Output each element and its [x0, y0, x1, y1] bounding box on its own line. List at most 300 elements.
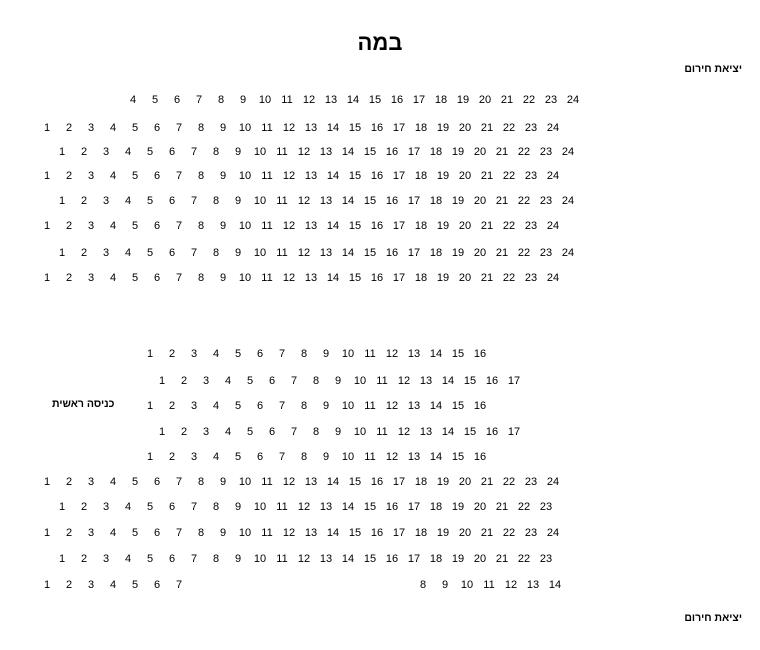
- seat[interactable]: 9: [234, 146, 242, 158]
- seat[interactable]: 19: [436, 122, 450, 134]
- seat[interactable]: 6: [153, 220, 161, 232]
- seat[interactable]: 21: [480, 170, 494, 182]
- seat[interactable]: 4: [124, 553, 132, 565]
- seat[interactable]: 9: [239, 94, 247, 106]
- seat[interactable]: 23: [524, 476, 538, 488]
- seat[interactable]: 17: [412, 94, 426, 106]
- seat[interactable]: 6: [168, 146, 176, 158]
- seat[interactable]: 7: [190, 247, 198, 259]
- seat[interactable]: 13: [304, 527, 318, 539]
- seat[interactable]: 4: [109, 220, 117, 232]
- seat[interactable]: 23: [539, 195, 553, 207]
- seat[interactable]: 6: [256, 451, 264, 463]
- seat[interactable]: 11: [261, 527, 273, 539]
- seat[interactable]: 15: [463, 426, 477, 438]
- seat[interactable]: 14: [326, 272, 340, 284]
- seat[interactable]: 12: [282, 527, 296, 539]
- seat[interactable]: 4: [129, 94, 137, 106]
- seat[interactable]: 2: [65, 527, 73, 539]
- seat[interactable]: 5: [234, 348, 242, 360]
- seat[interactable]: 13: [304, 220, 318, 232]
- seat[interactable]: 15: [363, 247, 377, 259]
- seat[interactable]: 12: [385, 400, 399, 412]
- seat[interactable]: 22: [522, 94, 536, 106]
- seat[interactable]: 22: [502, 527, 516, 539]
- seat[interactable]: 10: [238, 220, 252, 232]
- seat[interactable]: 19: [456, 94, 470, 106]
- seat[interactable]: 9: [219, 476, 227, 488]
- seat[interactable]: 18: [414, 527, 428, 539]
- seat[interactable]: 19: [451, 146, 465, 158]
- seat[interactable]: 1: [58, 501, 66, 513]
- seat[interactable]: 6: [153, 579, 161, 591]
- seat[interactable]: 14: [548, 579, 562, 591]
- seat[interactable]: 16: [390, 94, 404, 106]
- seat[interactable]: 9: [219, 272, 227, 284]
- seat[interactable]: 2: [80, 247, 88, 259]
- seat[interactable]: 20: [458, 272, 472, 284]
- seat[interactable]: 13: [419, 375, 433, 387]
- seat[interactable]: 15: [348, 122, 362, 134]
- seat[interactable]: 15: [348, 170, 362, 182]
- seat[interactable]: 20: [458, 122, 472, 134]
- seat[interactable]: 10: [258, 94, 272, 106]
- seat[interactable]: 11: [276, 195, 288, 207]
- seat[interactable]: 12: [297, 146, 311, 158]
- seat[interactable]: 20: [473, 553, 487, 565]
- seat[interactable]: 8: [197, 220, 205, 232]
- seat[interactable]: 21: [495, 146, 509, 158]
- seat[interactable]: 14: [441, 375, 455, 387]
- seat[interactable]: 19: [436, 476, 450, 488]
- seat[interactable]: 18: [429, 501, 443, 513]
- seat[interactable]: 20: [458, 476, 472, 488]
- seat[interactable]: 20: [458, 170, 472, 182]
- seat[interactable]: 1: [43, 579, 51, 591]
- seat[interactable]: 22: [502, 122, 516, 134]
- seat[interactable]: 12: [297, 501, 311, 513]
- seat[interactable]: 12: [302, 94, 316, 106]
- seat[interactable]: 9: [219, 527, 227, 539]
- seat[interactable]: 21: [480, 220, 494, 232]
- seat[interactable]: 13: [304, 122, 318, 134]
- seat[interactable]: 7: [278, 451, 286, 463]
- seat[interactable]: 1: [43, 272, 51, 284]
- seat[interactable]: 22: [517, 195, 531, 207]
- seat[interactable]: 12: [282, 170, 296, 182]
- seat[interactable]: 15: [348, 220, 362, 232]
- seat[interactable]: 18: [429, 553, 443, 565]
- seat[interactable]: 15: [368, 94, 382, 106]
- seat[interactable]: 2: [65, 476, 73, 488]
- seat[interactable]: 4: [224, 426, 232, 438]
- seat[interactable]: 22: [502, 170, 516, 182]
- seat[interactable]: 11: [276, 553, 288, 565]
- seat[interactable]: 5: [234, 451, 242, 463]
- seat[interactable]: 19: [436, 272, 450, 284]
- seat[interactable]: 14: [346, 94, 360, 106]
- seat[interactable]: 5: [151, 94, 159, 106]
- seat[interactable]: 16: [370, 476, 384, 488]
- seat[interactable]: 15: [363, 501, 377, 513]
- seat[interactable]: 8: [212, 553, 220, 565]
- seat[interactable]: 23: [524, 170, 538, 182]
- seat[interactable]: 8: [197, 122, 205, 134]
- seat[interactable]: 10: [253, 247, 267, 259]
- seat[interactable]: 7: [278, 400, 286, 412]
- seat[interactable]: 11: [376, 426, 388, 438]
- seat[interactable]: 6: [153, 272, 161, 284]
- seat[interactable]: 23: [539, 553, 553, 565]
- seat[interactable]: 20: [458, 527, 472, 539]
- seat[interactable]: 8: [212, 501, 220, 513]
- seat[interactable]: 7: [278, 348, 286, 360]
- seat[interactable]: 19: [436, 170, 450, 182]
- seat[interactable]: 20: [478, 94, 492, 106]
- seat[interactable]: 4: [109, 272, 117, 284]
- seat[interactable]: 12: [282, 220, 296, 232]
- seat[interactable]: 21: [480, 527, 494, 539]
- seat[interactable]: 12: [385, 348, 399, 360]
- seat[interactable]: 16: [370, 272, 384, 284]
- seat[interactable]: 11: [261, 170, 273, 182]
- seat[interactable]: 16: [370, 170, 384, 182]
- seat[interactable]: 11: [276, 146, 288, 158]
- seat[interactable]: 4: [212, 348, 220, 360]
- seat[interactable]: 22: [517, 553, 531, 565]
- seat[interactable]: 2: [180, 426, 188, 438]
- seat[interactable]: 9: [234, 195, 242, 207]
- seat[interactable]: 1: [158, 426, 166, 438]
- seat[interactable]: 23: [524, 527, 538, 539]
- seat[interactable]: 15: [348, 527, 362, 539]
- seat[interactable]: 16: [385, 146, 399, 158]
- seat[interactable]: 1: [58, 247, 66, 259]
- seat[interactable]: 7: [175, 527, 183, 539]
- seat[interactable]: 2: [180, 375, 188, 387]
- seat[interactable]: 3: [102, 553, 110, 565]
- seat[interactable]: 5: [146, 247, 154, 259]
- seat[interactable]: 6: [153, 170, 161, 182]
- seat[interactable]: 22: [517, 247, 531, 259]
- seat[interactable]: 10: [238, 122, 252, 134]
- seat[interactable]: 8: [197, 476, 205, 488]
- seat[interactable]: 15: [451, 400, 465, 412]
- seat[interactable]: 14: [429, 451, 443, 463]
- seat[interactable]: 6: [168, 247, 176, 259]
- seat[interactable]: 15: [363, 146, 377, 158]
- seat[interactable]: 6: [153, 527, 161, 539]
- seat[interactable]: 4: [124, 247, 132, 259]
- seat[interactable]: 13: [319, 146, 333, 158]
- seat[interactable]: 3: [87, 122, 95, 134]
- seat[interactable]: 4: [109, 170, 117, 182]
- seat[interactable]: 14: [326, 527, 340, 539]
- seat[interactable]: 7: [190, 553, 198, 565]
- seat[interactable]: 9: [234, 247, 242, 259]
- seat[interactable]: 20: [458, 220, 472, 232]
- seat[interactable]: 5: [146, 195, 154, 207]
- seat[interactable]: 6: [256, 400, 264, 412]
- seat[interactable]: 7: [195, 94, 203, 106]
- seat[interactable]: 16: [385, 195, 399, 207]
- seat[interactable]: 13: [407, 451, 421, 463]
- seat[interactable]: 14: [326, 220, 340, 232]
- seat[interactable]: 18: [414, 220, 428, 232]
- seat[interactable]: 10: [238, 272, 252, 284]
- seat[interactable]: 5: [234, 400, 242, 412]
- seat[interactable]: 17: [507, 426, 521, 438]
- seat[interactable]: 23: [544, 94, 558, 106]
- seat[interactable]: 16: [385, 247, 399, 259]
- seat[interactable]: 23: [524, 220, 538, 232]
- seat[interactable]: 7: [190, 146, 198, 158]
- seat[interactable]: 7: [175, 579, 183, 591]
- seat[interactable]: 19: [451, 247, 465, 259]
- seat[interactable]: 24: [561, 146, 575, 158]
- seat[interactable]: 24: [546, 527, 560, 539]
- seat[interactable]: 12: [297, 247, 311, 259]
- seat[interactable]: 15: [451, 348, 465, 360]
- seat[interactable]: 11: [261, 476, 273, 488]
- seat[interactable]: 7: [175, 476, 183, 488]
- seat[interactable]: 1: [158, 375, 166, 387]
- seat[interactable]: 6: [173, 94, 181, 106]
- seat[interactable]: 8: [300, 451, 308, 463]
- seat[interactable]: 18: [414, 122, 428, 134]
- seat[interactable]: 19: [436, 527, 450, 539]
- seat[interactable]: 8: [217, 94, 225, 106]
- seat[interactable]: 12: [282, 122, 296, 134]
- seat[interactable]: 16: [385, 553, 399, 565]
- seat[interactable]: 24: [546, 220, 560, 232]
- seat[interactable]: 4: [124, 195, 132, 207]
- seat[interactable]: 11: [364, 348, 376, 360]
- seat[interactable]: 20: [473, 146, 487, 158]
- seat[interactable]: 22: [517, 146, 531, 158]
- seat[interactable]: 9: [322, 400, 330, 412]
- seat[interactable]: 18: [414, 272, 428, 284]
- seat[interactable]: 2: [65, 272, 73, 284]
- seat[interactable]: 10: [460, 579, 474, 591]
- seat[interactable]: 3: [102, 146, 110, 158]
- seat[interactable]: 8: [212, 195, 220, 207]
- seat[interactable]: 5: [131, 527, 139, 539]
- seat[interactable]: 15: [463, 375, 477, 387]
- seat[interactable]: 2: [65, 579, 73, 591]
- seat[interactable]: 24: [561, 195, 575, 207]
- seat[interactable]: 16: [485, 375, 499, 387]
- seat[interactable]: 14: [341, 553, 355, 565]
- seat[interactable]: 10: [341, 400, 355, 412]
- seat[interactable]: 7: [175, 272, 183, 284]
- seat[interactable]: 17: [392, 170, 406, 182]
- seat[interactable]: 12: [504, 579, 518, 591]
- seat[interactable]: 1: [43, 220, 51, 232]
- seat[interactable]: 19: [436, 220, 450, 232]
- seat[interactable]: 16: [370, 527, 384, 539]
- seat[interactable]: 9: [322, 451, 330, 463]
- seat[interactable]: 8: [300, 348, 308, 360]
- seat[interactable]: 15: [363, 195, 377, 207]
- seat[interactable]: 18: [429, 247, 443, 259]
- seat[interactable]: 11: [276, 247, 288, 259]
- seat[interactable]: 10: [238, 527, 252, 539]
- seat[interactable]: 9: [219, 170, 227, 182]
- seat[interactable]: 3: [190, 400, 198, 412]
- seat[interactable]: 22: [502, 476, 516, 488]
- seat[interactable]: 1: [43, 476, 51, 488]
- seat[interactable]: 5: [131, 170, 139, 182]
- seat[interactable]: 7: [290, 375, 298, 387]
- seat[interactable]: 17: [392, 272, 406, 284]
- seat[interactable]: 3: [102, 247, 110, 259]
- seat[interactable]: 14: [326, 476, 340, 488]
- seat[interactable]: 17: [392, 476, 406, 488]
- seat[interactable]: 6: [168, 501, 176, 513]
- seat[interactable]: 3: [87, 579, 95, 591]
- seat[interactable]: 24: [546, 476, 560, 488]
- seat[interactable]: 8: [312, 375, 320, 387]
- seat[interactable]: 18: [429, 195, 443, 207]
- seat[interactable]: 9: [234, 553, 242, 565]
- seat[interactable]: 2: [168, 400, 176, 412]
- seat[interactable]: 10: [238, 170, 252, 182]
- seat[interactable]: 13: [419, 426, 433, 438]
- seat[interactable]: 16: [473, 400, 487, 412]
- seat[interactable]: 16: [370, 122, 384, 134]
- seat[interactable]: 3: [190, 348, 198, 360]
- seat[interactable]: 14: [341, 501, 355, 513]
- seat[interactable]: 5: [246, 426, 254, 438]
- seat[interactable]: 14: [441, 426, 455, 438]
- seat[interactable]: 9: [219, 220, 227, 232]
- seat[interactable]: 9: [219, 122, 227, 134]
- seat[interactable]: 20: [473, 247, 487, 259]
- seat[interactable]: 10: [238, 476, 252, 488]
- seat[interactable]: 15: [451, 451, 465, 463]
- seat[interactable]: 21: [480, 476, 494, 488]
- seat[interactable]: 9: [441, 579, 449, 591]
- seat[interactable]: 16: [473, 451, 487, 463]
- seat[interactable]: 1: [146, 348, 154, 360]
- seat[interactable]: 2: [168, 348, 176, 360]
- seat[interactable]: 17: [392, 527, 406, 539]
- seat[interactable]: 8: [312, 426, 320, 438]
- seat[interactable]: 13: [319, 195, 333, 207]
- seat[interactable]: 17: [392, 220, 406, 232]
- seat[interactable]: 23: [539, 247, 553, 259]
- seat[interactable]: 3: [102, 501, 110, 513]
- seat[interactable]: 11: [376, 375, 388, 387]
- seat[interactable]: 23: [539, 146, 553, 158]
- seat[interactable]: 8: [197, 272, 205, 284]
- seat[interactable]: 19: [451, 501, 465, 513]
- seat[interactable]: 22: [517, 501, 531, 513]
- seat[interactable]: 17: [407, 195, 421, 207]
- seat[interactable]: 2: [80, 501, 88, 513]
- seat[interactable]: 7: [175, 122, 183, 134]
- seat[interactable]: 3: [102, 195, 110, 207]
- seat[interactable]: 3: [87, 527, 95, 539]
- seat[interactable]: 10: [341, 451, 355, 463]
- seat[interactable]: 20: [473, 195, 487, 207]
- seat[interactable]: 5: [131, 272, 139, 284]
- seat[interactable]: 21: [500, 94, 514, 106]
- seat[interactable]: 1: [43, 122, 51, 134]
- seat[interactable]: 14: [341, 247, 355, 259]
- seat[interactable]: 23: [524, 272, 538, 284]
- seat[interactable]: 6: [168, 553, 176, 565]
- seat[interactable]: 4: [224, 375, 232, 387]
- seat[interactable]: 18: [434, 94, 448, 106]
- seat[interactable]: 17: [392, 122, 406, 134]
- seat[interactable]: 16: [485, 426, 499, 438]
- seat[interactable]: 2: [80, 195, 88, 207]
- seat[interactable]: 5: [246, 375, 254, 387]
- seat[interactable]: 15: [363, 553, 377, 565]
- seat[interactable]: 11: [483, 579, 495, 591]
- seat[interactable]: 23: [524, 122, 538, 134]
- seat[interactable]: 12: [297, 553, 311, 565]
- seat[interactable]: 7: [190, 501, 198, 513]
- seat[interactable]: 1: [58, 195, 66, 207]
- seat[interactable]: 11: [281, 94, 293, 106]
- seat[interactable]: 4: [109, 527, 117, 539]
- seat[interactable]: 7: [190, 195, 198, 207]
- seat[interactable]: 7: [290, 426, 298, 438]
- seat[interactable]: 17: [407, 501, 421, 513]
- seat[interactable]: 10: [353, 375, 367, 387]
- seat[interactable]: 9: [322, 348, 330, 360]
- seat[interactable]: 1: [58, 146, 66, 158]
- seat[interactable]: 8: [197, 527, 205, 539]
- seat[interactable]: 6: [153, 476, 161, 488]
- seat[interactable]: 21: [480, 272, 494, 284]
- seat[interactable]: 23: [539, 501, 553, 513]
- seat[interactable]: 5: [131, 476, 139, 488]
- seat[interactable]: 2: [65, 170, 73, 182]
- seat[interactable]: 9: [334, 426, 342, 438]
- seat[interactable]: 13: [319, 247, 333, 259]
- seat[interactable]: 14: [341, 146, 355, 158]
- seat[interactable]: 11: [364, 451, 376, 463]
- seat[interactable]: 22: [502, 220, 516, 232]
- seat[interactable]: 6: [268, 375, 276, 387]
- seat[interactable]: 1: [58, 553, 66, 565]
- seat[interactable]: 4: [212, 400, 220, 412]
- seat[interactable]: 19: [451, 553, 465, 565]
- seat[interactable]: 5: [131, 122, 139, 134]
- seat[interactable]: 10: [253, 195, 267, 207]
- seat[interactable]: 3: [87, 476, 95, 488]
- seat[interactable]: 4: [124, 146, 132, 158]
- seat[interactable]: 2: [80, 553, 88, 565]
- seat[interactable]: 17: [407, 247, 421, 259]
- seat[interactable]: 3: [190, 451, 198, 463]
- seat[interactable]: 10: [353, 426, 367, 438]
- seat[interactable]: 17: [407, 553, 421, 565]
- seat[interactable]: 4: [124, 501, 132, 513]
- seat[interactable]: 10: [253, 146, 267, 158]
- seat[interactable]: 11: [364, 400, 376, 412]
- seat[interactable]: 11: [261, 272, 273, 284]
- seat[interactable]: 24: [546, 272, 560, 284]
- seat[interactable]: 10: [341, 348, 355, 360]
- seat[interactable]: 4: [109, 122, 117, 134]
- seat[interactable]: 2: [65, 122, 73, 134]
- seat[interactable]: 14: [341, 195, 355, 207]
